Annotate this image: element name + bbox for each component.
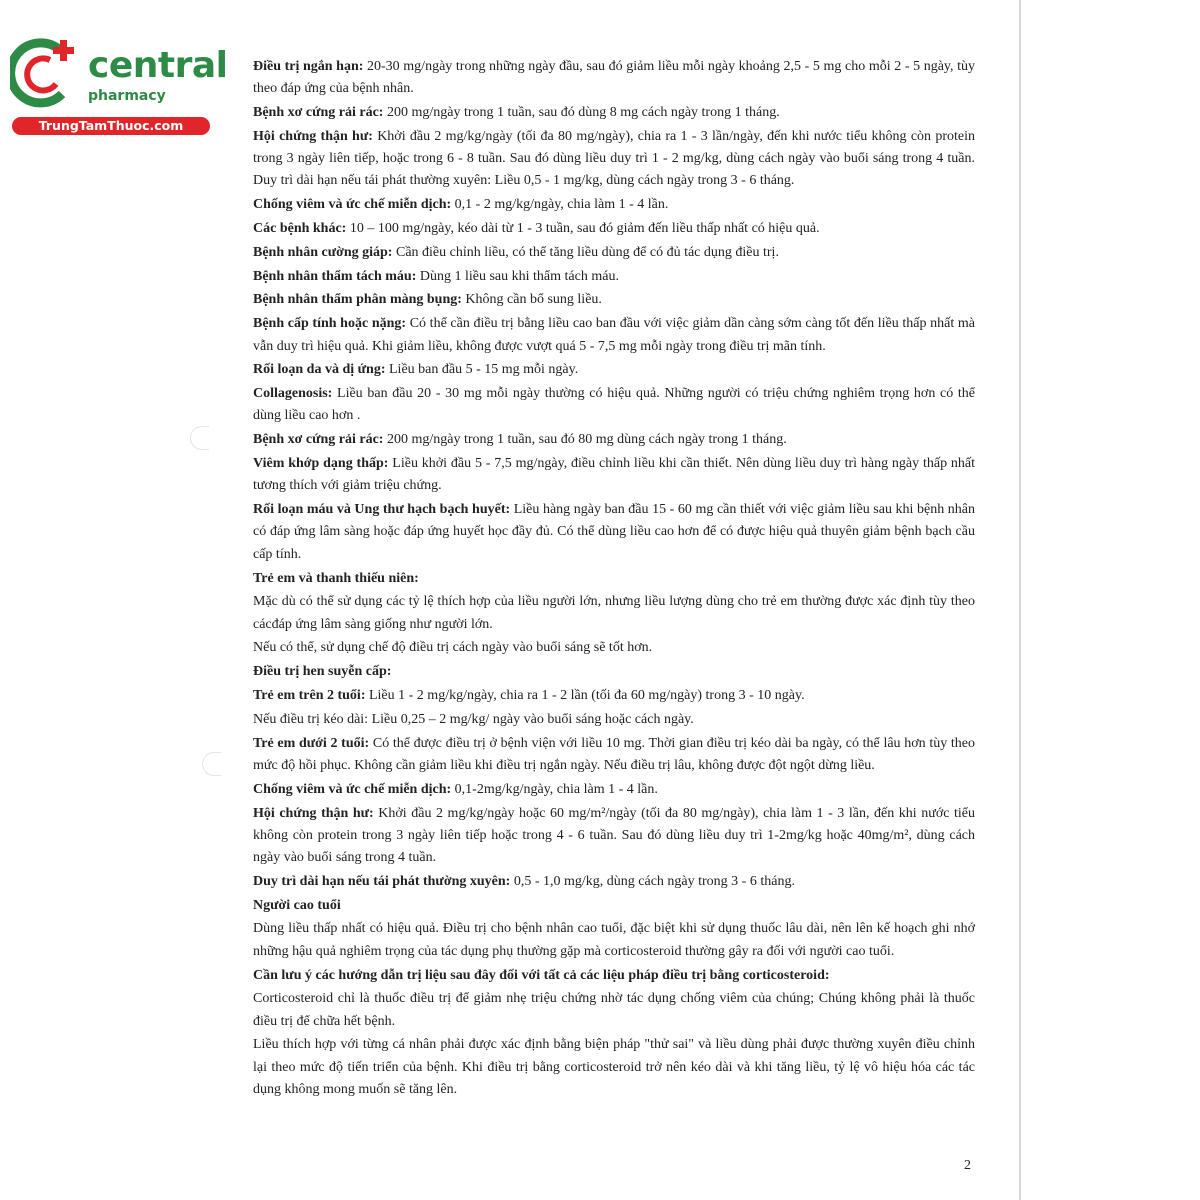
paragraph	[253, 218, 975, 240]
paragraph-heading: Trẻ em dưới 2 tuổi:	[253, 735, 370, 751]
paragraph	[253, 637, 975, 659]
paragraph-heading: Viêm khớp dạng thấp:	[253, 456, 389, 472]
paragraph-heading: Chống viêm và ức chế miễn dịch:	[253, 197, 452, 213]
paragraph-heading: Trẻ em và thanh thiếu niên:	[253, 570, 419, 586]
paragraph-text: Liều ban đầu 5 - 15 mg mỗi ngày.	[385, 362, 579, 378]
paragraph-heading: Bệnh nhân thẩm phân màng bụng:	[253, 292, 462, 308]
paragraph	[253, 661, 975, 683]
paragraph-text: Khởi đầu 2 mg/kg/ngày hoặc 60 mg/m²/ngày (tối đa 80 mg/ngày), chia làm 1 - 3 lần, đến khi nước tiểu không còn protein trong 3 ngày liên tiếp hoặc trong 4 - 6 tuần. Sau đó dùng liều duy trì 1-2mg/kg hoặc 40mg/m², dùng cách ngày vào buổi sáng trong 4 tuần.	[253, 805, 975, 866]
paragraph-heading: Rối loạn máu và Ung thư hạch bạch huyết:	[253, 502, 511, 518]
paragraph-heading: Rối loạn da và dị ứng:	[253, 362, 386, 378]
paragraph-heading: Cần lưu ý các hướng dẫn trị liệu sau đây đối với tất cả các liệu pháp điều trị bằng corticosteroid:	[253, 967, 830, 983]
paragraph-heading: Chống viêm và ức chế miễn dịch:	[253, 781, 452, 797]
paragraph-heading: Hội chứng thận hư:	[253, 128, 373, 144]
paragraph-heading: Collagenosis:	[253, 386, 333, 402]
paragraph-heading: Bệnh nhân thẩm tách máu:	[253, 268, 417, 284]
logo-c-plus-icon	[10, 38, 82, 110]
paragraph-text: 0,5 - 1,0 mg/kg, dùng cách ngày trong 3 - 6 tháng.	[510, 873, 795, 889]
paragraph-text: 0,1-2mg/kg/ngày, chia làm 1 - 4 lần.	[451, 781, 658, 797]
paragraph-text: 10 – 100 mg/ngày, kéo dài từ 1 - 3 tuần, sau đó giảm đến liều thấp nhất có hiệu quả.	[346, 221, 820, 237]
paragraph-heading: Người cao tuổi	[253, 897, 341, 913]
paragraph-text: Nếu điều trị kéo dài: Liều 0,25 – 2 mg/kg/ ngày vào buổi sáng hoặc cách ngày.	[253, 711, 694, 727]
paragraph-heading: Bệnh nhân cường giáp:	[253, 244, 393, 260]
paragraph-text: Khởi đầu 2 mg/kg/ngày (tối đa 80 mg/ngày), chia ra 1 - 3 lần/ngày, đến khi nước tiểu không còn protein trong 3 ngày liên tiếp, hoặc trong 6 - 8 tuần. Sau đó dùng liều duy trì 1 - 2 mg/kg, dùng cách ngày vào buổi sáng trong 4 tuần. Duy trì dài hạn nếu tái phát thường xuyên: Liều 0,5 - 1 mg/kg, dùng cách ngày trong 3 - 6 tháng.	[253, 128, 975, 189]
paragraph	[253, 499, 975, 566]
paragraph	[253, 1034, 975, 1101]
paragraph-heading: Các bệnh khác:	[253, 221, 347, 237]
paragraph-text: Có thể được điều trị ở bệnh viện với liều 10 mg. Thời gian điều trị kéo dài ba ngày, có thể lâu hơn tùy theo mức độ hồi phục. Không cần giảm liều khi điều trị ngắn ngày. Nếu điều trị lâu, không được đột ngột dừng liều.	[253, 735, 976, 773]
paragraph	[253, 289, 975, 311]
logo-url-banner: TrungTamThuoc.com	[12, 117, 210, 135]
paragraph	[253, 895, 975, 917]
punch-hole-mark	[190, 426, 209, 450]
page-number: 2	[964, 1158, 971, 1173]
paragraph-heading: Hội chứng thận hư:	[253, 805, 374, 821]
paragraph-text: Mặc dù có thể sử dụng các tỷ lệ thích hợp của liều người lớn, nhưng liều lượng dùng cho trẻ em thường được xác định tùy theo cácđáp ứng lâm sàng giống như người lớn.	[253, 594, 975, 632]
paragraph	[253, 965, 975, 987]
scan-edge-line	[1019, 0, 1021, 1200]
paragraph-heading: Điều trị ngắn hạn:	[253, 59, 364, 74]
paragraph	[253, 56, 975, 101]
paragraph	[253, 453, 975, 498]
paragraph-text: Không cần bổ sung liều.	[461, 292, 602, 308]
paragraph-text: Liều ban đầu 20 - 30 mg mỗi ngày thường có hiệu quả. Những người có triệu chứng nghiêm trọng hơn có thể dùng liều cao hơn .	[253, 386, 975, 424]
paragraph-text: Liều khởi đầu 5 - 7,5 mg/ngày, điều chỉnh liều khi cần thiết. Nên dùng liều duy trì hàng ngày thấp nhất tương thích với giảm triệu chứng.	[253, 456, 976, 494]
paragraph	[253, 733, 975, 778]
paragraph	[253, 871, 975, 893]
paragraph	[253, 429, 975, 451]
punch-hole-mark	[202, 752, 221, 776]
paragraph	[253, 685, 975, 707]
paragraph-heading: Duy trì dài hạn nếu tái phát thường xuyên:	[253, 873, 511, 889]
paragraph-text: Dùng 1 liều sau khi thẩm tách máu.	[416, 268, 619, 284]
paragraph-heading: Trẻ em trên 2 tuổi:	[253, 688, 366, 704]
paragraph-text: Cần điều chỉnh liều, có thể tăng liều dùng để có đủ tác dụng điều trị.	[392, 244, 779, 260]
central-pharmacy-logo	[10, 38, 228, 138]
paragraph	[253, 803, 975, 870]
paragraph-heading: Bệnh cấp tính hoặc nặng:	[253, 316, 407, 332]
paragraph	[253, 779, 975, 801]
paragraph	[253, 568, 975, 590]
paragraph-text: Dùng liều thấp nhất có hiệu quả. Điều trị cho bệnh nhân cao tuổi, đặc biệt khi sử dụng thuốc lâu dài, nên lên kế hoạch ghi nhớ những hậu quả nghiêm trọng của tác dụng phụ thường gặp mà corticosteroid thường gây ra đối với người cao tuổi.	[253, 921, 975, 959]
paragraph-text: 20-30 mg/ngày trong những ngày đầu, sau đó giảm liều mỗi ngày khoảng 2,5 - 5 mg cho mỗi 2 - 5 ngày, tùy theo đáp ứng của bệnh nhân.	[253, 59, 975, 97]
paragraph	[253, 242, 975, 264]
paragraph-text: 200 mg/ngày trong 1 tuần, sau đó dùng 8 mg cách ngày trong 1 tháng.	[383, 105, 780, 121]
paragraph-text: Liều 1 - 2 mg/kg/ngày, chia ra 1 - 2 lần (tối đa 60 mg/ngày) trong 3 - 10 ngày.	[365, 688, 805, 704]
paragraph	[253, 313, 975, 358]
paragraph-heading: Bệnh xơ cứng rải rác:	[253, 105, 384, 121]
paragraph	[253, 383, 975, 428]
paragraph-heading: Bệnh xơ cứng rải rác:	[253, 432, 384, 448]
paragraph	[253, 194, 975, 216]
paragraph	[253, 126, 975, 193]
paragraph	[253, 266, 975, 288]
paragraph	[253, 988, 975, 1033]
paragraph	[253, 591, 975, 636]
paragraph-text: Liều hàng ngày ban đầu 15 - 60 mg cần thiết với việc giảm liều sau khi bệnh nhân có đáp ứng lâm sàng hoặc đáp ứng huyết học đầy đủ. Có thể dùng liều cao hơn để có được hiệu quả thuyên giảm bệnh bạch cầu cấp tính.	[253, 502, 975, 562]
logo-brand: central	[88, 45, 228, 86]
paragraph-text: 0,1 - 2 mg/kg/ngày, chia làm 1 - 4 lần.	[451, 197, 669, 213]
paragraph-text: 200 mg/ngày trong 1 tuần, sau đó 80 mg dùng cách ngày trong 1 tháng.	[383, 432, 787, 448]
paragraph	[253, 709, 975, 731]
paragraph-text: Liều thích hợp với từng cá nhân phải được xác định bằng biện pháp "thử sai" và liều dùng phải được thường xuyên điều chỉnh lại theo mức độ tiến triển của bệnh. Khi điều trị bằng corticosteroid trở nên kéo dài và khi tăng liều, tỷ lệ vô hiệu hóa các tác dụng không mong muốn sẽ tăng lên.	[253, 1037, 975, 1098]
paragraph	[253, 102, 975, 124]
paragraph-text: Corticosteroid chỉ là thuốc điều trị để giảm nhẹ triệu chứng nhờ tác dụng chống viêm của chúng; Chúng không phải là thuốc điều trị để chữa hết bệnh.	[253, 991, 975, 1029]
paragraph-heading: Điều trị hen suyễn cấp:	[253, 664, 392, 680]
paragraph-text: Nếu có thể, sử dụng chế độ điều trị cách ngày vào buổi sáng sẽ tốt hơn.	[253, 640, 653, 656]
paragraph	[253, 918, 975, 963]
document-body	[253, 56, 975, 1103]
logo-subtitle: pharmacy	[88, 88, 166, 104]
paragraph	[253, 359, 975, 381]
paragraph-text: Có thể cần điều trị bằng liều cao ban đầu với việc giảm dần càng sớm càng tốt đến liều thấp nhất mà vẫn duy trì hiệu quả. Khi giảm liều, không được vượt quá 5 - 7,5 mg mỗi ngày trong điều trị mãn tính.	[253, 316, 976, 354]
